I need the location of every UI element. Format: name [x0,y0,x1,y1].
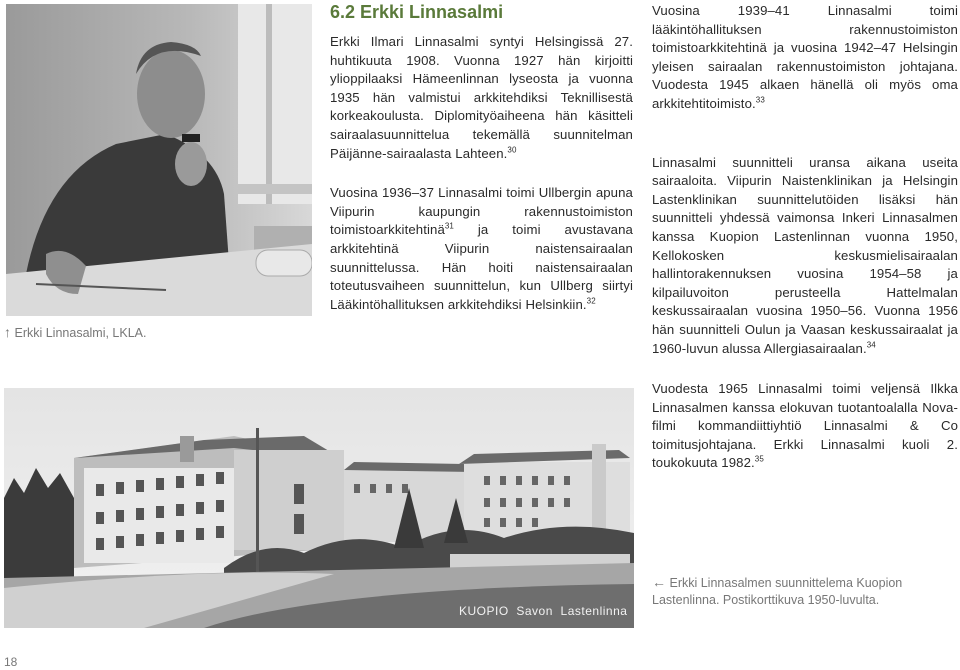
footnote-ref-30: 30 [507,145,517,155]
arrow-left-icon: ← [652,574,666,590]
postcard-caption [652,574,958,609]
paragraph-film: Vuodesta 1965 Linnasalmi toimi veljensä Ilkka Linnasalmen kanssa elokuvan tuotantoalalla Nova-filmi kommandiittiyhtiö Linnasalmi & Co toimitusjohtajana. Erkki Linnasalmi kuoli 2. toukokuuta 1982.35 [652,381,958,471]
page-number: 18 [4,655,18,669]
column-1 [330,33,633,314]
arrow-up-icon: ↑ [4,324,11,340]
footnote-ref-31: 31 [444,221,454,231]
paragraph-viipuri: Vuosina 1936–37 Linnasalmi toimi Ullbergin apuna Viipurin kaupungin rakennustoimiston toimistoarkkitehtinä$^{31}$ ja toimi avustavana arkkitehtinä Viipurin naistensairaalan suunnittelussa. Hän hoiti naistensairaalan toteutusvaiheen suunnittelun, kun Ullberg siirtyi Lääkintöhallituksen arkkitehdiksi Helsinkiin.$^{32}$ [330,185,633,312]
paragraph-birth: Erkki Ilmari Linnasalmi syntyi Helsingissä 27. huhtikuuta 1908. Vuonna 1927 hän kirjoitti ylioppilaaksi Hämeenlinnan lyseosta ja vuonna 1935 hän valmistui arkkitehdiksi Teknillisestä korkeakoulusta. Diplomityöaiheena hän käsitteli sairaalasuunnittelua tekemällä suunnitelman Päijänne-sairaalasta Lahteen.$^{30}$ [330,34,633,161]
portrait-caption [4,324,304,342]
paragraph-career: Vuosina 1939–41 Linnasalmi toimi lääkintöhallituksen rakennustoimiston toimistoarkkitehtinä ja vuosina 1942–47 Helsingin yleisen sairaalan rakennustoimiston johtajana. Vuodesta 1945 alkaen hänellä oli myös oma arkkitehtitoimisto.$^{33}$ [652,3,958,111]
section-heading: 6.2 Erkki Linnasalmi [330,2,504,22]
postcard-photo-art [4,388,634,628]
postcard-caption-text: Erkki Linnasalmen suunnittelema Kuopion Lastenlinna. Postikorttikuva 1950-luvulta. [652,576,903,607]
footnote-ref-34: 34 [866,340,876,350]
footnote-ref-32: 32 [586,296,596,306]
portrait-photo-art [6,4,312,316]
column-2 [652,2,958,358]
footnote-ref-35: 35 [754,454,764,464]
paragraph-hospitals: Linnasalmi suunnitteli uransa aikana useita sairaaloita. Viipurin Naistenklinikan ja Helsingin Lastenklinikan suunnittelutöiden lisäksi hän suunnitteli yhdessä vaimonsa Inkeri Linnasalmen kanssa Kuopion Lastenlinnan vuonna 1950, Kellokosken keskusmielisairaalan hallintorakennuksen vuosina 1954–58 ja kilpailuvoiton perusteella Hattelmalan keskussairaalan vuosina 1950–56. Vuonna 1956 hän suunnitteli Oulun ja Vaasan keskussairaalat ja 1960-luvun alussa Allergiasairaalan.$^{34}$ [652,154,958,356]
portrait-caption-text: Erkki Linnasalmi, LKLA. [14,326,147,340]
postcard-photo [4,388,634,628]
postcard-inscription: KUOPIO Savon Lastenlinna [459,604,628,618]
footnote-ref-33: 33 [755,95,765,105]
portrait-photo [6,4,312,316]
